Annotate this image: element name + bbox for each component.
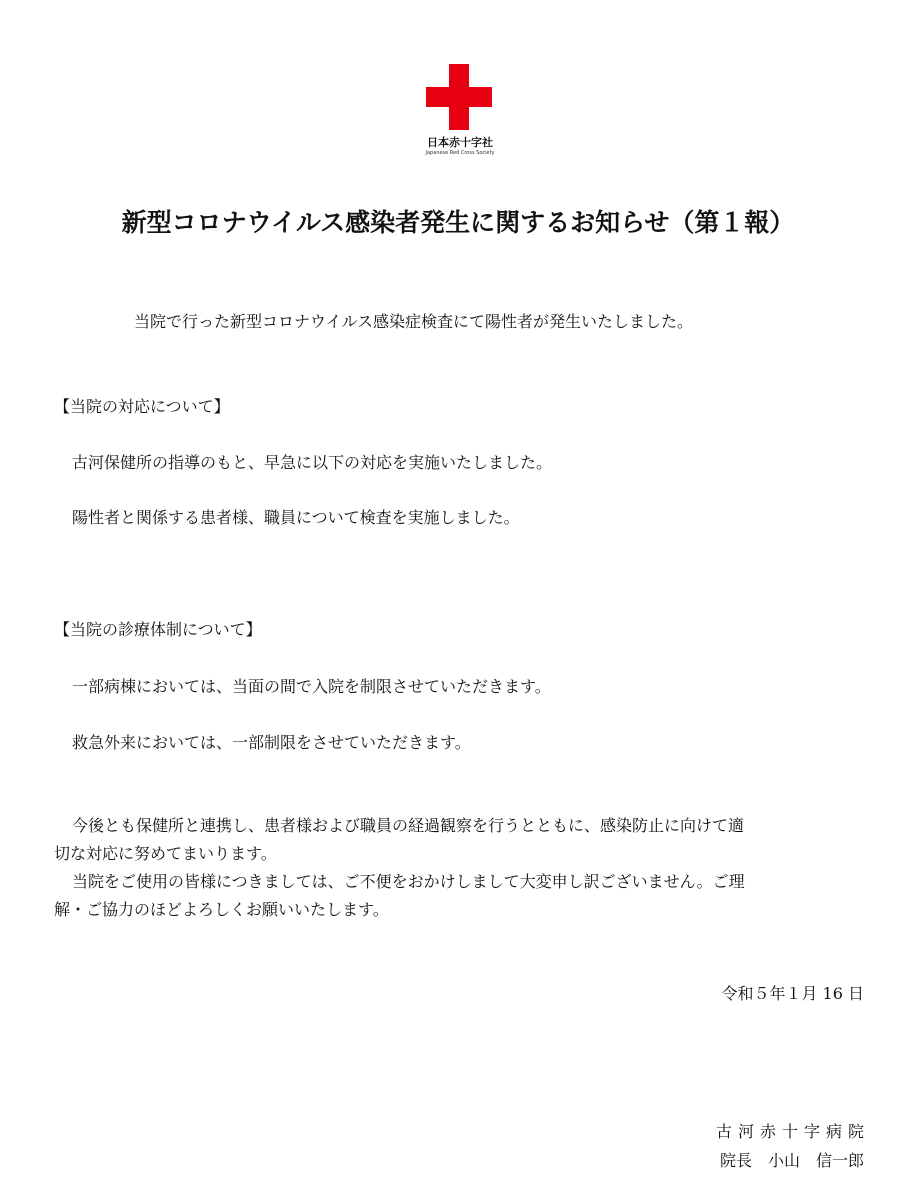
notice-date: 令和５年１月 16 日 (721, 984, 864, 1003)
response-line-1: 古河保健所の指導のもと、早急に以下の対応を実施いたしました。 (72, 453, 553, 472)
director-name: 院長 小山 信一郎 (719, 1151, 864, 1170)
closing-paragraph-2-line-2: 解・ご協力のほどよろしくお願いいたします。 (54, 900, 389, 919)
section-heading-response: 【当院の対応について】 (54, 397, 230, 416)
intro-text: 当院で行った新型コロナウイルス感染症検査にて陽性者が発生いたしました。 (134, 312, 694, 331)
logo-name-en: Japanese Red Cross Society (425, 150, 495, 156)
closing-paragraph-1-line-1: 今後とも保健所と連携し、患者様および職員の経過観察を行うとともに、感染防止に向けて適 (72, 816, 745, 835)
closing-paragraph-1-line-2: 切な対応に努めてまいります。 (54, 844, 277, 863)
notice-title: 新型コロナウイルス感染者発生に関するお知らせ（第１報） (121, 208, 795, 237)
red-cross-logo (418, 58, 502, 162)
logo-name-jp: 日本赤十字社 (427, 136, 493, 149)
care-system-line-2: 救急外来においては、一部制限をさせていただきます。 (72, 733, 471, 752)
care-system-line-1: 一部病棟においては、当面の間で入院を制限させていただきます。 (72, 677, 551, 696)
section-heading-care-system: 【当院の診療体制について】 (54, 620, 262, 639)
response-line-2: 陽性者と関係する患者様、職員について検査を実施しました。 (72, 508, 520, 527)
closing-paragraph-2-line-1: 当院をご使用の皆様につきましては、ご不便をおかけしまして大変申し訳ございません。ご理 (72, 872, 745, 891)
red-cross-icon (426, 64, 492, 130)
hospital-name: 古河赤十字病院 (715, 1122, 870, 1141)
